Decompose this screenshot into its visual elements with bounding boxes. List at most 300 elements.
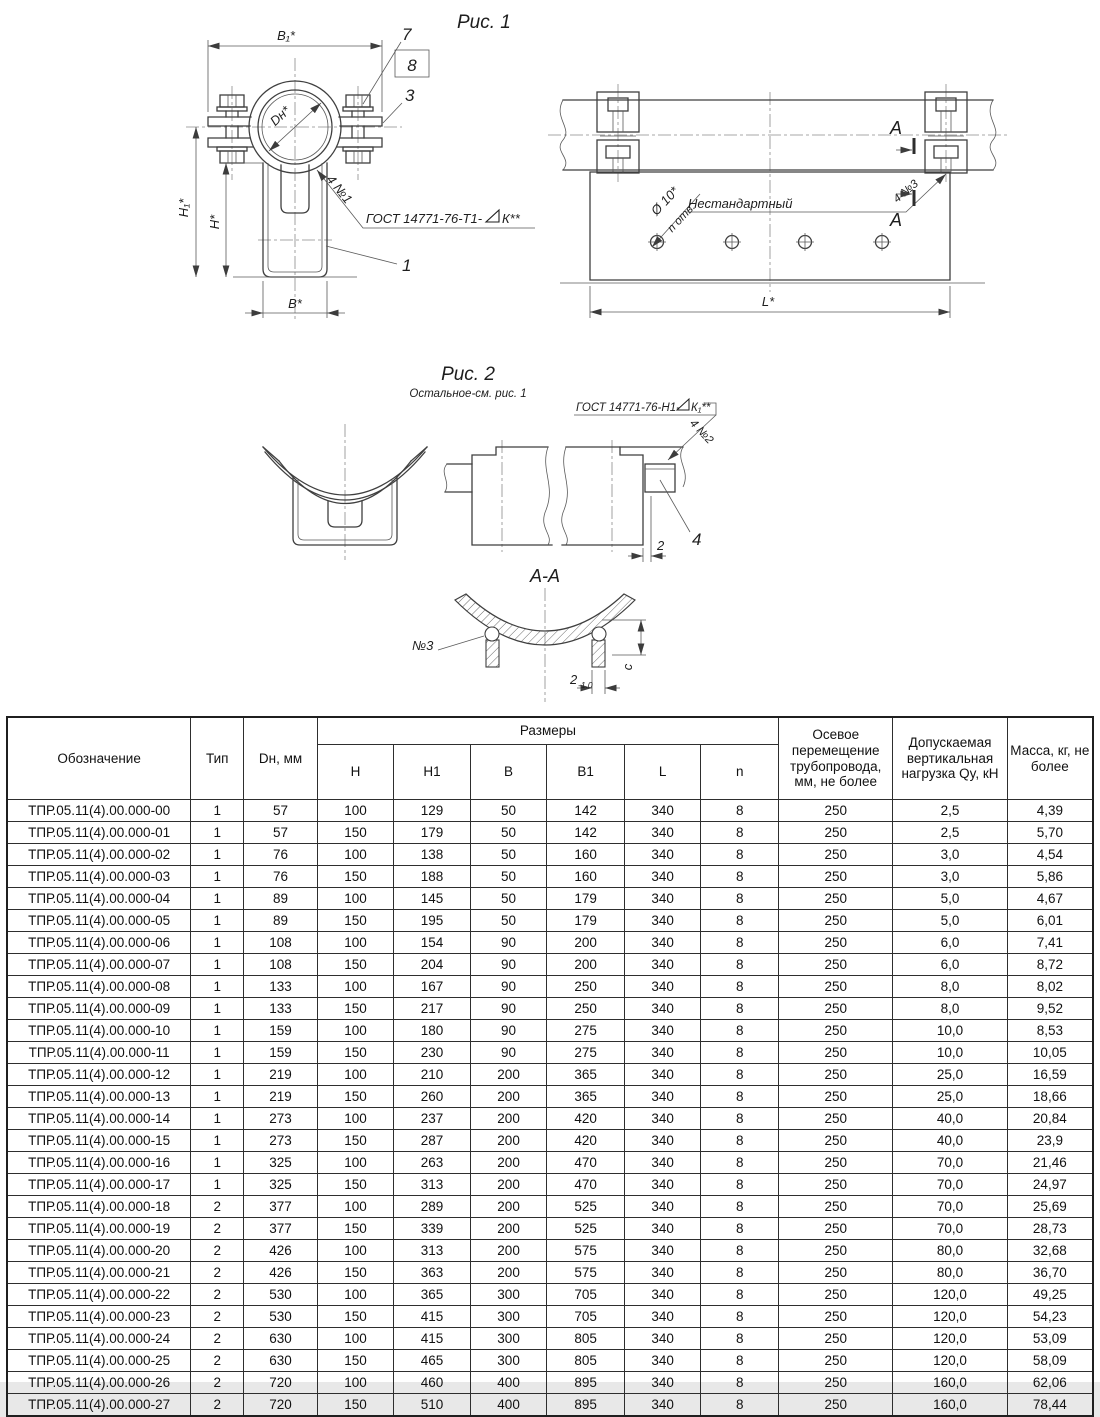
- table-cell: 273: [244, 1108, 317, 1130]
- table-row: [7, 932, 1093, 954]
- table-cell: 250: [779, 910, 893, 932]
- table-cell: 250: [779, 866, 893, 888]
- table-cell: 250: [779, 1240, 893, 1262]
- table-cell: 4,54: [1007, 844, 1093, 866]
- table-cell: 4,67: [1007, 888, 1093, 910]
- table-cell: 49,25: [1007, 1284, 1093, 1306]
- table-cell: 100: [317, 844, 394, 866]
- table-cell: 150: [317, 822, 394, 844]
- table-cell: 90: [470, 954, 547, 976]
- weld-symbol-triangle: [486, 210, 499, 222]
- table-cell: 138: [394, 844, 471, 866]
- col-header-mass: Масса, кг, не более: [1007, 717, 1093, 800]
- table-cell: 805: [547, 1350, 625, 1372]
- table-row: [7, 976, 1093, 998]
- table-cell: 219: [244, 1064, 317, 1086]
- table-cell: 180: [394, 1020, 471, 1042]
- table-cell: 200: [547, 932, 625, 954]
- table-cell: 250: [779, 1086, 893, 1108]
- table-cell: 50: [470, 910, 547, 932]
- table-cell: 250: [779, 1284, 893, 1306]
- table-cell: 575: [547, 1240, 625, 1262]
- table-cell: 58,09: [1007, 1350, 1093, 1372]
- table-cell: 340: [624, 954, 701, 976]
- table-cell: 420: [547, 1130, 625, 1152]
- weld3-count-label: 4 №3: [891, 177, 921, 206]
- table-cell: 2: [191, 1306, 244, 1328]
- table-cell: 2: [191, 1262, 244, 1284]
- table-cell: 200: [470, 1218, 547, 1240]
- col-header-designation: Обозначение: [7, 717, 191, 800]
- table-cell: 80,0: [893, 1262, 1007, 1284]
- table-cell: 250: [779, 888, 893, 910]
- table-cell: 8: [701, 1306, 779, 1328]
- table-cell: 2: [191, 1328, 244, 1350]
- table-cell: ТПР.05.11(4).00.000-23: [7, 1306, 191, 1328]
- table-cell: 340: [624, 866, 701, 888]
- hole-dia-label: Ø 10*: [647, 183, 682, 219]
- table-cell: 525: [547, 1196, 625, 1218]
- table-cell: 8: [701, 954, 779, 976]
- table-cell: 50: [470, 844, 547, 866]
- table-cell: 100: [317, 1372, 394, 1394]
- table-cell: 8: [701, 1328, 779, 1350]
- table-cell: 8: [701, 910, 779, 932]
- table-cell: 313: [394, 1240, 471, 1262]
- table-cell: ТПР.05.11(4).00.000-19: [7, 1218, 191, 1240]
- table-cell: 6,01: [1007, 910, 1093, 932]
- table-cell: 8: [701, 1284, 779, 1306]
- table-cell: 250: [779, 844, 893, 866]
- table-cell: 90: [470, 998, 547, 1020]
- table-cell: 53,09: [1007, 1328, 1093, 1350]
- table-cell: 300: [470, 1284, 547, 1306]
- table-cell: 250: [779, 1328, 893, 1350]
- table-cell: 250: [779, 1262, 893, 1284]
- table-cell: 250: [779, 1196, 893, 1218]
- table-cell: 7,41: [1007, 932, 1093, 954]
- table-cell: 90: [470, 932, 547, 954]
- weld-note-2: [574, 399, 716, 460]
- table-cell: ТПР.05.11(4).00.000-21: [7, 1262, 191, 1284]
- table-cell: 24,97: [1007, 1174, 1093, 1196]
- table-cell: 179: [547, 910, 625, 932]
- weld1-count-label: 4 №1: [323, 171, 356, 207]
- table-cell: 263: [394, 1152, 471, 1174]
- hole-callout: [647, 183, 700, 247]
- table-cell: 150: [317, 1042, 394, 1064]
- col-header-dn: Dн, мм: [244, 717, 317, 800]
- table-cell: 273: [244, 1130, 317, 1152]
- table-cell: 25,69: [1007, 1196, 1093, 1218]
- table-cell: 150: [317, 1218, 394, 1240]
- table-cell: 575: [547, 1262, 625, 1284]
- table-cell: 8: [701, 866, 779, 888]
- table-cell: 195: [394, 910, 471, 932]
- table-cell: 365: [394, 1284, 471, 1306]
- col-header-n: n: [701, 745, 779, 800]
- table-row: [7, 1108, 1093, 1130]
- table-cell: 120,0: [893, 1328, 1007, 1350]
- table-cell: 210: [394, 1064, 471, 1086]
- table-cell: 510: [394, 1394, 471, 1417]
- table-cell: 150: [317, 998, 394, 1020]
- table-cell: 8,0: [893, 976, 1007, 998]
- table-cell: 4,39: [1007, 800, 1093, 822]
- dim-b-label: B*: [288, 296, 302, 311]
- table-cell: 8: [701, 800, 779, 822]
- table-cell: 2,5: [893, 800, 1007, 822]
- table-cell: 217: [394, 998, 471, 1020]
- dim-l-label: L*: [761, 294, 775, 309]
- table-cell: 90: [470, 976, 547, 998]
- table-cell: 1: [191, 1086, 244, 1108]
- table-row: [7, 1394, 1093, 1417]
- table-cell: 300: [470, 1350, 547, 1372]
- weld-spot-right: [592, 627, 606, 641]
- table-cell: 1: [191, 1020, 244, 1042]
- table-row: [7, 954, 1093, 976]
- table-cell: 1: [191, 932, 244, 954]
- table-cell: 2: [191, 1350, 244, 1372]
- table-cell: 400: [470, 1394, 547, 1417]
- table-row: [7, 800, 1093, 822]
- table-cell: 250: [779, 1372, 893, 1394]
- table-cell: 275: [547, 1020, 625, 1042]
- col-header-h: H: [317, 745, 394, 800]
- table-row: [7, 1042, 1093, 1064]
- table-cell: 8,53: [1007, 1020, 1093, 1042]
- table-cell: 2,5: [893, 822, 1007, 844]
- table-cell: 70,0: [893, 1218, 1007, 1240]
- callout-no3: №3: [412, 638, 434, 653]
- table-cell: 8: [701, 1196, 779, 1218]
- table-cell: 154: [394, 932, 471, 954]
- table-cell: 90: [470, 1020, 547, 1042]
- table-cell: 340: [624, 1262, 701, 1284]
- table-row: [7, 822, 1093, 844]
- table-cell: 340: [624, 1284, 701, 1306]
- table-cell: ТПР.05.11(4).00.000-12: [7, 1064, 191, 1086]
- table-cell: 530: [244, 1306, 317, 1328]
- table-cell: 230: [394, 1042, 471, 1064]
- table-cell: 275: [547, 1042, 625, 1064]
- table-cell: 100: [317, 1064, 394, 1086]
- table-cell: 8: [701, 844, 779, 866]
- table-cell: 250: [779, 1350, 893, 1372]
- table-row: [7, 1218, 1093, 1240]
- table-cell: 8: [701, 1350, 779, 1372]
- callout-3: 3: [405, 86, 415, 105]
- table-cell: 339: [394, 1218, 471, 1240]
- table-cell: 23,9: [1007, 1130, 1093, 1152]
- table-cell: 133: [244, 976, 317, 998]
- table-cell: 250: [779, 1306, 893, 1328]
- dim-h-label: H*: [207, 214, 222, 230]
- fig1-title: Рис. 1: [457, 12, 511, 33]
- table-cell: ТПР.05.11(4).00.000-17: [7, 1174, 191, 1196]
- fig2-front-view: [263, 424, 427, 560]
- dim-dn-label: Dн*: [266, 102, 293, 129]
- table-cell: 2: [191, 1372, 244, 1394]
- table-cell: 630: [244, 1350, 317, 1372]
- col-header-h1: H1: [394, 745, 471, 800]
- table-row: [7, 1350, 1093, 1372]
- table-cell: 340: [624, 1108, 701, 1130]
- table-row: [7, 1372, 1093, 1394]
- base-plate: [560, 172, 985, 283]
- table-row: [7, 844, 1093, 866]
- table-cell: 340: [624, 1372, 701, 1394]
- support-rib-left: [486, 640, 499, 667]
- table-cell: 50: [470, 866, 547, 888]
- fig1-side-view: [548, 84, 1008, 318]
- table-cell: 188: [394, 866, 471, 888]
- spec-table-container: [6, 716, 1094, 1417]
- table-cell: 250: [779, 1174, 893, 1196]
- table-cell: 705: [547, 1284, 625, 1306]
- table-cell: 340: [624, 976, 701, 998]
- table-cell: 2: [191, 1284, 244, 1306]
- table-cell: 325: [244, 1152, 317, 1174]
- table-cell: 530: [244, 1284, 317, 1306]
- table-cell: 340: [624, 1042, 701, 1064]
- table-cell: 179: [394, 822, 471, 844]
- table-cell: 237: [394, 1108, 471, 1130]
- dim-c: [602, 620, 646, 670]
- table-cell: 160: [547, 866, 625, 888]
- table-cell: 630: [244, 1328, 317, 1350]
- table-cell: 250: [547, 976, 625, 998]
- table-cell: 1: [191, 1174, 244, 1196]
- col-header-axial: Осевое перемещение трубопровода, мм, не более: [779, 717, 893, 800]
- table-cell: ТПР.05.11(4).00.000-22: [7, 1284, 191, 1306]
- table-cell: 340: [624, 1196, 701, 1218]
- table-cell: ТПР.05.11(4).00.000-13: [7, 1086, 191, 1108]
- table-cell: 6,0: [893, 932, 1007, 954]
- table-cell: 200: [470, 1240, 547, 1262]
- table-cell: 8: [701, 1064, 779, 1086]
- table-row: [7, 1130, 1093, 1152]
- table-cell: 50: [470, 822, 547, 844]
- table-cell: 250: [779, 1218, 893, 1240]
- table-cell: 250: [779, 1042, 893, 1064]
- table-cell: 100: [317, 1020, 394, 1042]
- table-cell: 89: [244, 910, 317, 932]
- table-cell: 25,0: [893, 1086, 1007, 1108]
- table-cell: 250: [547, 998, 625, 1020]
- table-cell: 200: [470, 1130, 547, 1152]
- table-cell: 50: [470, 888, 547, 910]
- table-cell: 25,0: [893, 1064, 1007, 1086]
- table-cell: 1: [191, 1042, 244, 1064]
- table-cell: ТПР.05.11(4).00.000-27: [7, 1394, 191, 1417]
- plate-holes: [648, 233, 891, 251]
- fig2-dim-2: [628, 496, 666, 562]
- table-cell: 21,46: [1007, 1152, 1093, 1174]
- table-cell: ТПР.05.11(4).00.000-02: [7, 844, 191, 866]
- table-cell: 1: [191, 1130, 244, 1152]
- table-cell: 159: [244, 1020, 317, 1042]
- table-cell: 1: [191, 976, 244, 998]
- fig2-subtitle: Остальное-см. рис. 1: [409, 388, 527, 400]
- table-cell: 150: [317, 1262, 394, 1284]
- table-cell: 129: [394, 800, 471, 822]
- table-cell: 1: [191, 1108, 244, 1130]
- table-cell: 460: [394, 1372, 471, 1394]
- table-cell: 120,0: [893, 1306, 1007, 1328]
- col-header-load: Допускаемая вертикальная нагрузка Qy, кН: [893, 717, 1007, 800]
- table-cell: 250: [779, 1064, 893, 1086]
- table-cell: ТПР.05.11(4).00.000-24: [7, 1328, 191, 1350]
- fig2-side-view: [444, 399, 716, 562]
- table-cell: 1: [191, 800, 244, 822]
- table-cell: 340: [624, 1020, 701, 1042]
- table-row: [7, 1240, 1093, 1262]
- table-cell: 8: [701, 1372, 779, 1394]
- table-cell: 3,0: [893, 866, 1007, 888]
- table-cell: 377: [244, 1218, 317, 1240]
- table-cell: 8: [701, 1218, 779, 1240]
- table-cell: 70,0: [893, 1196, 1007, 1218]
- table-cell: 10,05: [1007, 1042, 1093, 1064]
- table-cell: ТПР.05.11(4).00.000-06: [7, 932, 191, 954]
- table-cell: 340: [624, 998, 701, 1020]
- table-cell: 340: [624, 1130, 701, 1152]
- table-cell: 8: [701, 888, 779, 910]
- table-cell: 219: [244, 1086, 317, 1108]
- table-cell: 1: [191, 866, 244, 888]
- table-cell: 89: [244, 888, 317, 910]
- table-cell: 70,0: [893, 1174, 1007, 1196]
- table-cell: 8: [701, 1152, 779, 1174]
- table-cell: 142: [547, 800, 625, 822]
- table-cell: 100: [317, 1196, 394, 1218]
- table-cell: 250: [779, 1108, 893, 1130]
- table-cell: 1: [191, 954, 244, 976]
- table-cell: 420: [547, 1108, 625, 1130]
- table-cell: 100: [317, 1240, 394, 1262]
- spec-table-body: [7, 800, 1093, 1417]
- table-cell: 8: [701, 1394, 779, 1417]
- section-letter-bottom: А: [889, 210, 903, 230]
- table-cell: 250: [779, 998, 893, 1020]
- table-cell: ТПР.05.11(4).00.000-11: [7, 1042, 191, 1064]
- table-cell: 200: [470, 1174, 547, 1196]
- table-cell: 287: [394, 1130, 471, 1152]
- table-cell: 100: [317, 800, 394, 822]
- table-cell: 5,70: [1007, 822, 1093, 844]
- table-cell: 120,0: [893, 1284, 1007, 1306]
- dim-h: [207, 163, 263, 277]
- table-cell: 100: [317, 1108, 394, 1130]
- table-cell: 100: [317, 932, 394, 954]
- table-cell: 415: [394, 1328, 471, 1350]
- table-cell: 6,0: [893, 954, 1007, 976]
- table-cell: 150: [317, 1306, 394, 1328]
- table-row: [7, 1328, 1093, 1350]
- table-cell: 76: [244, 866, 317, 888]
- table-row: [7, 1064, 1093, 1086]
- table-cell: 18,66: [1007, 1086, 1093, 1108]
- weld1-gost-label: ГОСТ 14771-76-Т1-: [366, 211, 483, 226]
- col-header-type: Тип: [191, 717, 244, 800]
- dim-h1-label: H₁*: [176, 198, 191, 218]
- table-row: [7, 1196, 1093, 1218]
- dim-2-tolerance: -1.0: [578, 680, 593, 690]
- table-cell: 400: [470, 1372, 547, 1394]
- spec-table-head: [7, 717, 1093, 800]
- table-cell: 340: [624, 1328, 701, 1350]
- table-cell: 9,52: [1007, 998, 1093, 1020]
- table-cell: 250: [779, 1130, 893, 1152]
- table-cell: 340: [624, 1064, 701, 1086]
- table-cell: 340: [624, 800, 701, 822]
- callout-7: 7: [402, 25, 412, 44]
- table-cell: 1: [191, 910, 244, 932]
- table-cell: 20,84: [1007, 1108, 1093, 1130]
- table-row: [7, 910, 1093, 932]
- callout-4: 4: [692, 530, 702, 549]
- table-cell: 250: [779, 800, 893, 822]
- table-cell: 32,68: [1007, 1240, 1093, 1262]
- nonstandard-callout: [686, 174, 946, 212]
- weld-note-1: [317, 170, 535, 228]
- table-cell: 62,06: [1007, 1372, 1093, 1394]
- callout-8: 8: [407, 56, 417, 75]
- table-cell: 260: [394, 1086, 471, 1108]
- table-cell: 150: [317, 954, 394, 976]
- table-cell: 340: [624, 1240, 701, 1262]
- table-cell: 289: [394, 1196, 471, 1218]
- section-aa-view: [412, 566, 646, 702]
- table-row: [7, 1020, 1093, 1042]
- table-cell: 895: [547, 1372, 625, 1394]
- table-cell: 525: [547, 1218, 625, 1240]
- table-cell: 150: [317, 1174, 394, 1196]
- table-cell: 340: [624, 1394, 701, 1417]
- table-cell: 2: [191, 1218, 244, 1240]
- table-cell: 8: [701, 976, 779, 998]
- table-cell: 5,0: [893, 910, 1007, 932]
- table-cell: 2: [191, 1240, 244, 1262]
- table-cell: 340: [624, 1086, 701, 1108]
- table-cell: 200: [470, 1108, 547, 1130]
- weld2-count-label: 4 №2: [687, 417, 716, 447]
- dim-h1: [176, 127, 196, 277]
- table-row: [7, 1284, 1093, 1306]
- table-cell: 8: [701, 1042, 779, 1064]
- table-cell: 142: [547, 822, 625, 844]
- section-aa-title: А-А: [529, 566, 561, 586]
- table-cell: 2: [191, 1394, 244, 1417]
- table-cell: 415: [394, 1306, 471, 1328]
- table-cell: 465: [394, 1350, 471, 1372]
- spec-table: [6, 716, 1094, 1417]
- table-cell: 57: [244, 800, 317, 822]
- table-cell: 340: [624, 1350, 701, 1372]
- table-cell: 340: [624, 1152, 701, 1174]
- table-cell: 340: [624, 1174, 701, 1196]
- table-cell: 167: [394, 976, 471, 998]
- table-cell: 325: [244, 1174, 317, 1196]
- col-header-b: B: [470, 745, 547, 800]
- table-cell: 5,86: [1007, 866, 1093, 888]
- table-cell: 340: [624, 822, 701, 844]
- col-header-l: L: [624, 745, 701, 800]
- table-cell: 57: [244, 822, 317, 844]
- table-cell: 8: [701, 1108, 779, 1130]
